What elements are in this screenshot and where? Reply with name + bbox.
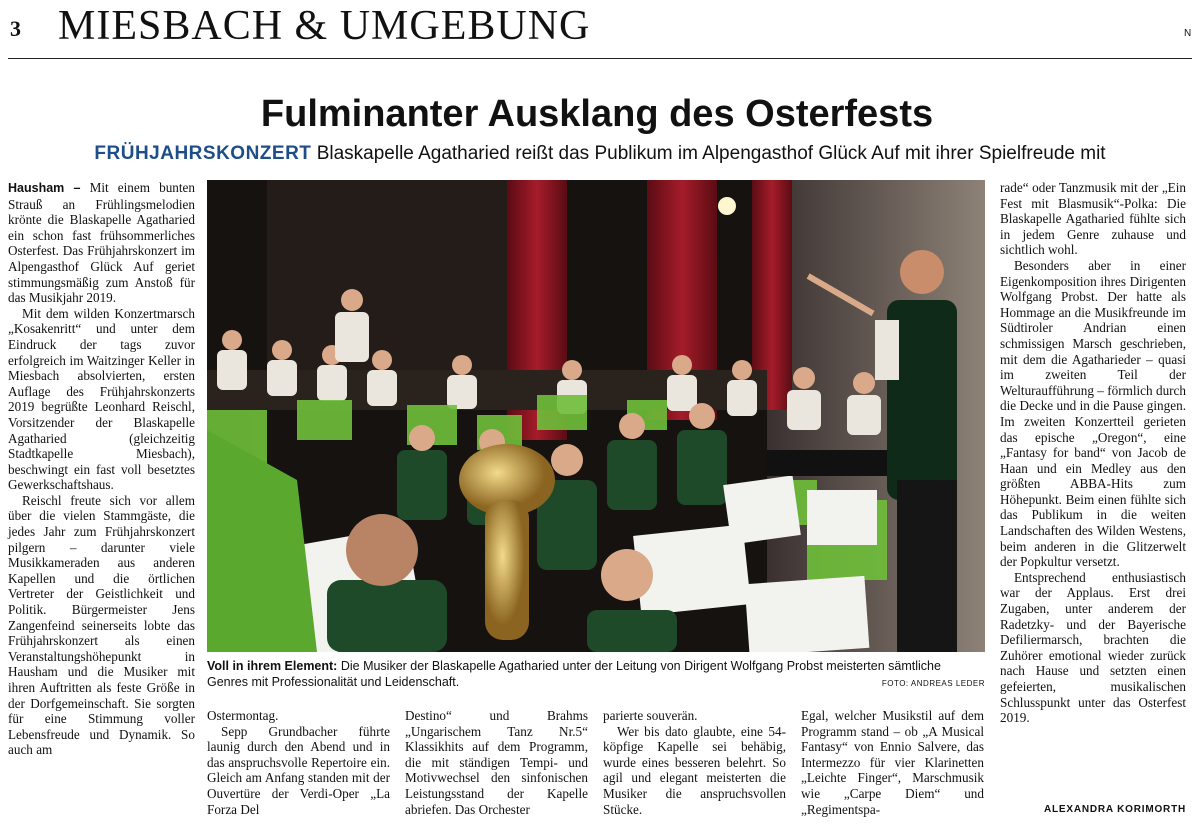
article-column-6 (1000, 180, 1186, 726)
article-headline: Fulminanter Ausklang des Osterfests (260, 93, 934, 135)
page-number: 3 (10, 16, 21, 41)
dateline: Hausham – (8, 181, 81, 195)
article-subheadline-row (8, 143, 1192, 165)
paragraph: Reischl freute sich vor allem über die vielen Stammgäste, die jedes Jahr zum Frühjahrskonzert pilgern – darunter viele Musikkameraden aus anderen Kapellen und die örtlichen Vertreter der Geistlichkeit und Politik. Bürgermeister Jens Zangenfeind seinerseits lobte das Frühjahrskonzert als einen Veranstaltungshöhepunkt in Hausham und die Musiker mit ihren Auftritten als feste Größe in der Dorfgemeinschaft. Sie sorgten für eine Stimmung voller Lebensfreude und Dynamik. So auch am (8, 492, 195, 758)
paragraph: parierte souverän. (603, 708, 698, 723)
article-column-3 (405, 708, 588, 817)
concert-photo (207, 180, 985, 652)
paragraph: rade“ oder Tanzmusik mit der „Ein Fest mit Blasmusik“-Polka: Die Blaskapelle Agatharied fühlte sich in jedem Genre zuhause und sichtlich wohl. (1000, 180, 1186, 258)
brass-band-concert-photo (207, 180, 985, 652)
caption-lead: Voll in ihrem Element: (207, 659, 338, 673)
article-column-5 (801, 708, 984, 817)
paragraph: Entsprechend enthusiastisch war der Applaus. Erst drei Zugaben, unter anderem der Radetzky- und der Bayerische Defiliermarsch, brachten die Zuhörer emotional wieder zurück nach Hause und setzten einen gefeierten, musikalischen Schlusspunkt unter das Osterfest 2019. (1000, 569, 1186, 726)
paragraph: Wer bis dato glaubte, eine 54-köpfige Kapelle sei behäbig, wurde eines besseren belehrt. So agil und elegant meisterten die Musiker die anspruchsvollen Stücke. (603, 723, 786, 817)
article-column-4 (603, 708, 786, 817)
article-kicker: FRÜHJAHRSKONZERT (94, 143, 312, 164)
paragraph: Sepp Grundbacher führte launig durch den Abend und in das anspruchsvolle Repertoire ein. Gleich am Anfang standen mit der Ouvertüre der Verdi-Oper „La Forza Del (207, 723, 390, 817)
paragraph: Besonders aber in einer Eigenkomposition ihres Dirigenten Wolfgang Probst. Der hatte als Hommage an die Musikfreunde im Südtiroler Andrian einen schmissigen Marsch geschrieben, mit dem die Agatharieder – quasi im zweiten Teil der Welturaufführung – förmlich durch die Decke und in die Pause gingen. Im zweiten Konzertteil gerieten das epische „Oregon“, eine „Fantasy for band“ von Jacob de Haan und ein Medley aus den größten ABBA-Hits zum Höhepunkt. Beim einen fühlte sich das Publikum in die weiten Landschaften des Wilden Westens, beim anderen in die Glitzerwelt der Popkultur versetzt. (1000, 257, 1186, 570)
section-title: MIESBACH & UMGEBUNG (58, 3, 591, 49)
author-byline: ALEXANDRA KORIMORTH (1043, 804, 1186, 815)
page-edge-letter: N (1184, 28, 1192, 39)
paragraph-text: Mit einem bunten Strauß an Frühlingsmelodien krönte die Blaskapelle Agatharied ein schon fast frühsommerliches Osterfest. Das Frühjahrskonzert im Alpengasthof Glück Auf geriet stimmungsmäßig zum Anstoß für das Musikjahr 2019. (8, 180, 196, 306)
caption-text: Die Musiker der Blaskapelle Agatharied unter der Leitung von Dirigent Wolfgang Probst meisterten sämtliche Genres mit Professionalität und Leidenschaft. (207, 659, 941, 689)
photo-credit: FOTO: ANDREAS LEDER (881, 679, 985, 688)
paragraph: Mit dem wilden Konzertmarsch „Kosakenritt“ und unter dem Eindruck der tags zuvor erfolgreich im Waitzinger Keller in Miesbach absolvierten, ersten Auflage des Frühjahrskonzerts 2019 begrüßte Leonhard Reischl, Vorsitzender der Blaskapelle Agatharied (gleichzeitig Stadtkapelle Miesbach), beschwingt ein fast voll besetztes Gewerkschaftshaus. (8, 305, 195, 493)
article-subheadline: Blaskapelle Agatharied reißt das Publikum im Alpengasthof Glück Auf mit ihrer Spielfreude mit (316, 143, 1106, 164)
paragraph: Egal, welcher Musikstil auf dem Programm stand – ob „A Musical Fantasy“ von Ennio Salvere, das Intermezzo für vier Klarinetten „Leichte Finger“, Marschmusik wie „Carpe Diem“ und „Regimentspa- (801, 708, 984, 817)
paragraph: Destino“ und Brahms „Ungarischem Tanz Nr.5“ Klassikhits auf dem Programm, die mit ständigen Tempi- und Motivwechsel den sinfonischen Leistungsstand der Kapelle abriefen. Das Orchester (405, 708, 588, 817)
paragraph (8, 180, 195, 306)
article-column-2 (207, 708, 390, 817)
header-rule (8, 58, 1192, 59)
paragraph: Ostermontag. (207, 708, 279, 723)
article-column-1 (8, 180, 195, 758)
